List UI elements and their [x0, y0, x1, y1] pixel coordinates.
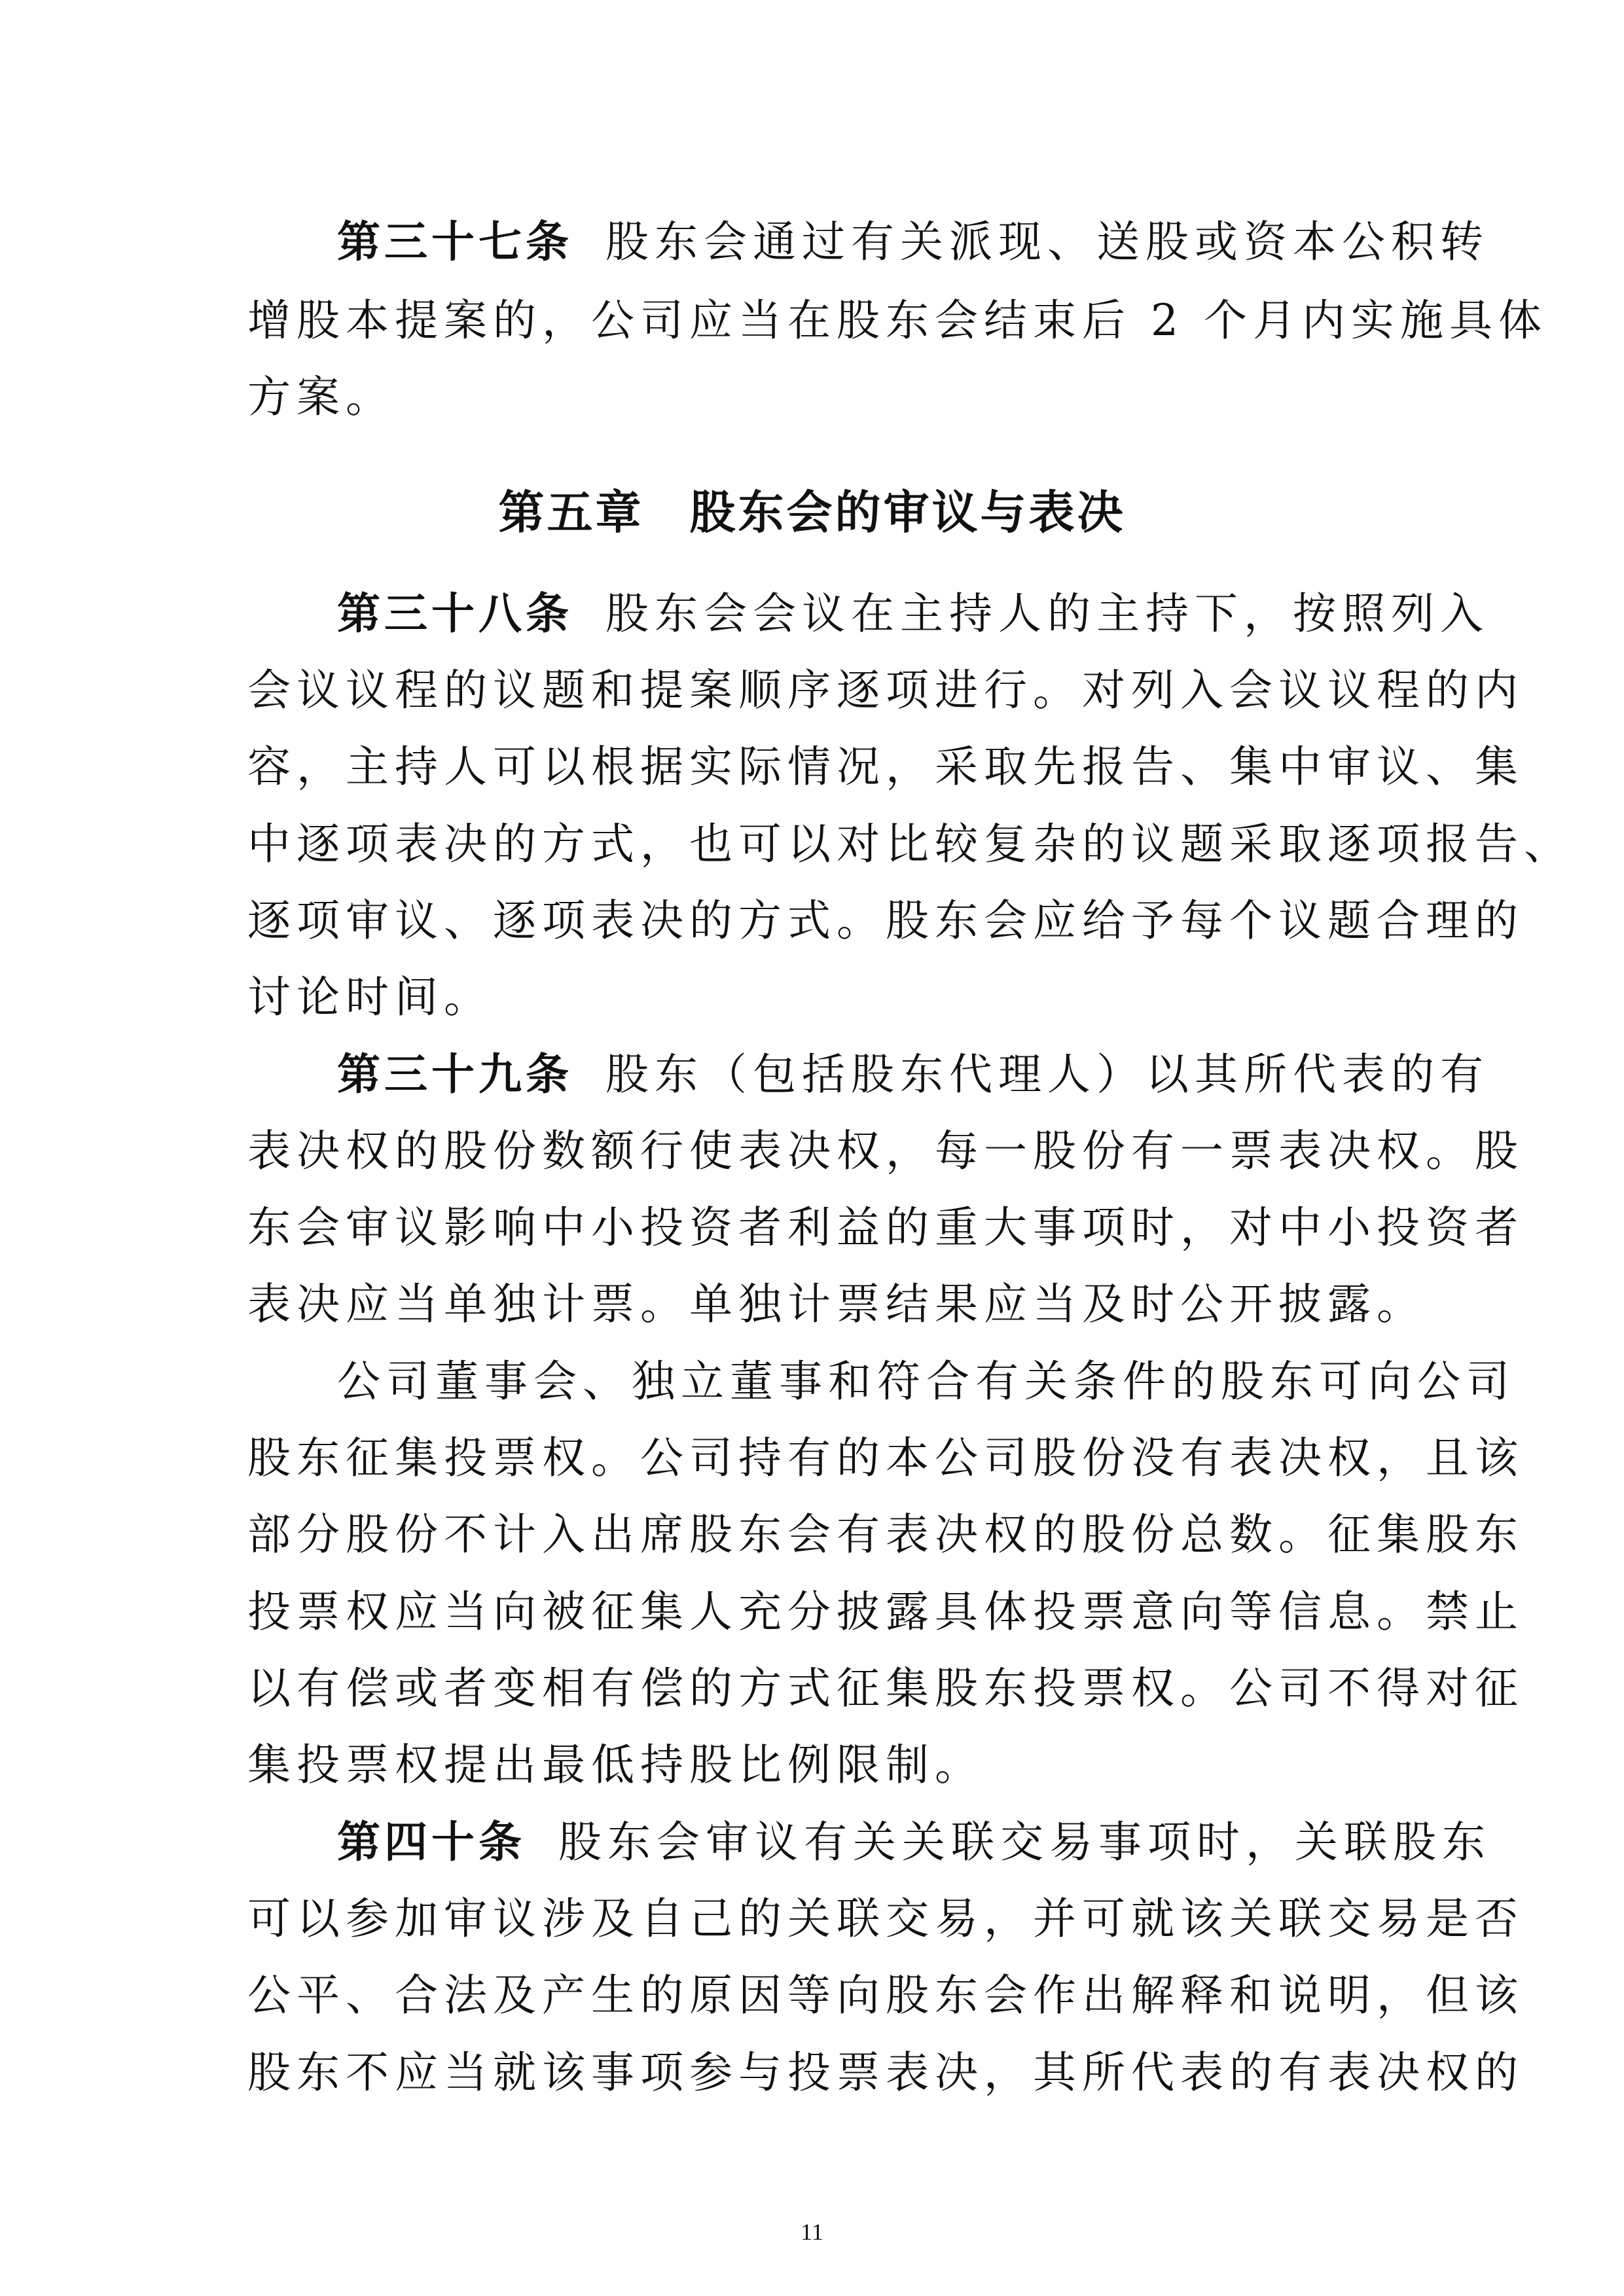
article-40-text: 股东会审议有关关联交易事项时，关联股东	[558, 1817, 1491, 1867]
article-40-line-4: 股东不应当就该事项参与投票表决，其所代表的有表决权的	[247, 2047, 1524, 2098]
article-38-line-2: 会议议程的议题和提案顺序逐项进行。对列入会议议程的内	[247, 665, 1524, 715]
article-38-line-6: 讨论时间。	[247, 972, 493, 1022]
article-37-number: 第三十七条	[337, 217, 573, 267]
article-40-line-1	[337, 1816, 1491, 1869]
article-39-line-2: 表决权的股份数额行使表决权，每一股份有一票表决权。股	[247, 1126, 1524, 1176]
chapter-number: 第五章	[498, 486, 644, 539]
article-37-line-1	[337, 216, 1489, 268]
article-39-line-3: 东会审议影响中小投资者利益的重大事项时，对中小投资者	[247, 1202, 1524, 1253]
article-39-number: 第三十九条	[337, 1049, 573, 1100]
page-number: 11	[801, 2219, 823, 2245]
chapter-heading	[0, 484, 1624, 541]
article-38-line-3: 容，主持人可以根据实际情况，采取先报告、集中审议、集	[247, 742, 1524, 792]
paragraph-2-line-3: 部分股份不计入出席股东会有表决权的股份总数。征集股东	[247, 1509, 1524, 1560]
paragraph-2-line-1: 公司董事会、独立董事和符合有关条件的股东可向公司	[337, 1356, 1515, 1407]
article-38-line-4: 中逐项表决的方式，也可以对比较复杂的议题采取逐项报告、	[247, 819, 1573, 869]
article-38-line-1	[337, 588, 1489, 640]
article-40-line-2: 可以参加审议涉及自己的关联交易，并可就该关联交易是否	[247, 1893, 1524, 1944]
article-38-text: 股东会会议在主持人的主持下，按照列入	[605, 588, 1489, 639]
paragraph-2-line-2: 股东征集投票权。公司持有的本公司股份没有表决权，且该	[247, 1433, 1524, 1483]
article-37-line-2: 增股本提案的，公司应当在股东会结束后 2 个月内实施具体	[247, 295, 1547, 346]
article-37-text: 股东会通过有关派现、送股或资本公积转	[605, 217, 1489, 267]
article-38-number: 第三十八条	[337, 588, 573, 639]
article-40-number: 第四十条	[337, 1817, 526, 1867]
article-37-line-3: 方案。	[247, 372, 395, 422]
article-38-line-5: 逐项审议、逐项表决的方式。股东会应给予每个议题合理的	[247, 895, 1524, 946]
article-40-line-3: 公平、合法及产生的原因等向股东会作出解释和说明，但该	[247, 1970, 1524, 2020]
paragraph-2-line-4: 投票权应当向被征集人充分披露具体投票意向等信息。禁止	[247, 1587, 1524, 1637]
paragraph-2-line-6: 集投票权提出最低持股比例限制。	[247, 1740, 984, 1790]
chapter-title: 股东会的审议与表决	[689, 486, 1126, 539]
article-39-line-1	[337, 1049, 1489, 1101]
article-39-text: 股东（包括股东代理人）以其所代表的有	[605, 1049, 1489, 1100]
paragraph-2-line-5: 以有偿或者变相有偿的方式征集股东投票权。公司不得对征	[247, 1663, 1524, 1713]
article-39-line-4: 表决应当单独计票。单独计票结果应当及时公开披露。	[247, 1279, 1426, 1329]
